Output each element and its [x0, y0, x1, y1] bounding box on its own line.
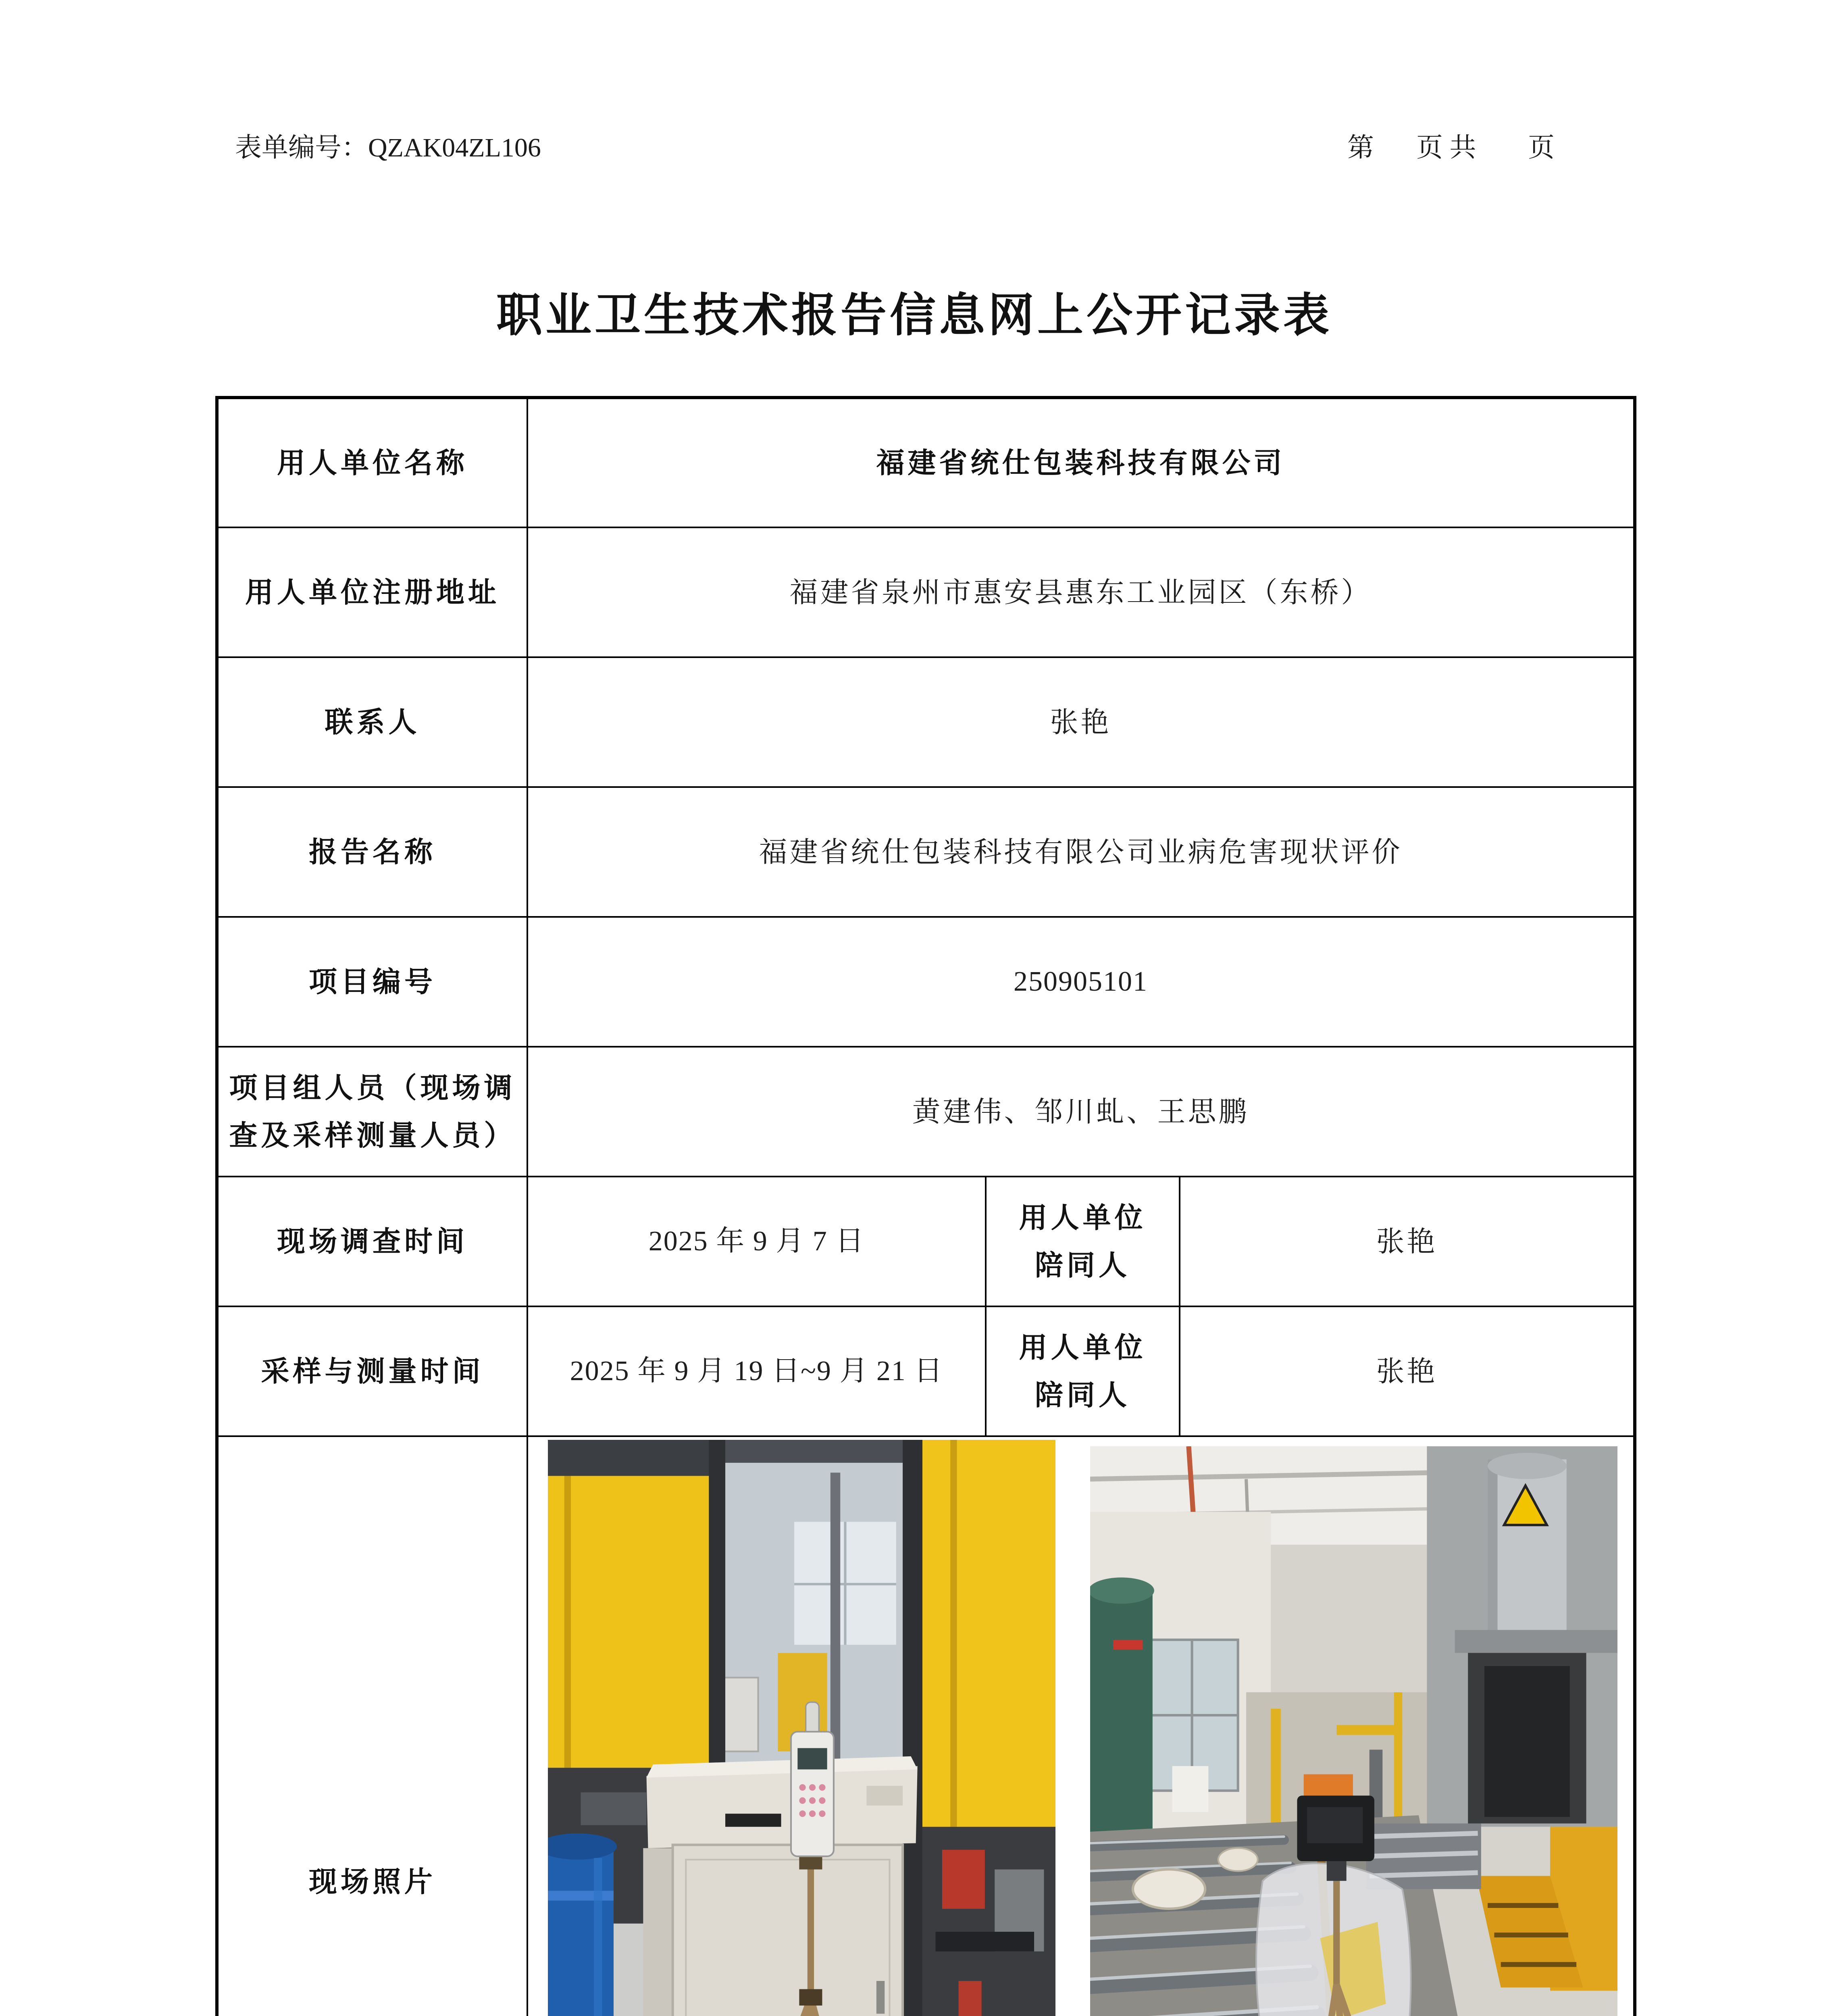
report-name-label: 报告名称 — [217, 787, 527, 917]
row-report-name — [217, 787, 1635, 917]
project-team-label — [217, 1047, 527, 1177]
employer-address-label: 用人单位注册地址 — [217, 527, 527, 657]
survey-time-label: 现场调查时间 — [217, 1177, 527, 1306]
row-employer-address — [217, 527, 1635, 657]
employer-name-label: 用人单位名称 — [217, 398, 527, 527]
page-label-middle: 页 共 — [1416, 133, 1476, 162]
page-label-prefix: 第 — [1347, 133, 1374, 162]
site-photos-container — [528, 1437, 1633, 2016]
survey-escort-label-line-1: 用人单位 — [1019, 1201, 1147, 1234]
survey-time-value: 2025 年 9 月 7 日 — [527, 1177, 986, 1306]
project-team-label-line-1: 项目组人员（现场调 — [229, 1071, 516, 1104]
sampling-time-label: 采样与测量时间 — [217, 1306, 527, 1436]
page-title: 职业卫生技术报告信息网上公开记录表 — [496, 288, 1333, 342]
report-name-value: 福建省统仕包装科技有限公司业病危害现状评价 — [527, 787, 1635, 917]
project-team-value: 黄建伟、邹川虬、王思鹏 — [527, 1047, 1635, 1177]
contact-value: 张艳 — [527, 657, 1635, 787]
row-employer-name — [217, 398, 1635, 527]
site-photo-1 — [548, 1440, 1055, 2016]
project-team-label-line-2: 查及采样测量人员） — [229, 1119, 516, 1152]
row-survey-time — [217, 1177, 1635, 1306]
survey-escort-label — [986, 1177, 1180, 1306]
row-contact — [217, 657, 1635, 787]
survey-escort-value: 张艳 — [1180, 1177, 1635, 1306]
row-site-photos — [217, 1436, 1635, 2016]
project-number-label: 项目编号 — [217, 917, 527, 1047]
survey-escort-label-line-2: 陪同人 — [1035, 1249, 1130, 1282]
sampling-escort-label — [986, 1306, 1180, 1436]
employer-name-value: 福建省统仕包装科技有限公司 — [527, 398, 1635, 527]
employer-address-value: 福建省泉州市惠安县惠东工业园区（东桥） — [527, 527, 1635, 657]
photo1-right-yellow-panel — [903, 1440, 1055, 2016]
project-number-value: 250905101 — [527, 917, 1635, 1047]
row-sampling-time — [217, 1306, 1635, 1436]
contact-label: 联系人 — [217, 657, 527, 787]
site-photo-2 — [1090, 1446, 1617, 2016]
sampling-escort-value: 张艳 — [1180, 1306, 1635, 1436]
photo2-tape-roll — [1133, 1869, 1205, 1909]
form-number: 表单编号：QZAK04ZL106 — [235, 133, 541, 162]
site-photos-cell — [527, 1436, 1635, 2016]
sampling-escort-label-line-1: 用人单位 — [1019, 1331, 1147, 1364]
record-table — [215, 396, 1636, 2016]
photo1-cabinet — [643, 1756, 917, 2016]
row-project-number — [217, 917, 1635, 1047]
sampling-time-value: 2025 年 9 月 19 日~9 月 21 日 — [527, 1306, 986, 1436]
photo1-blue-barrel — [548, 1833, 617, 2016]
sampling-escort-label-line-2: 陪同人 — [1035, 1379, 1130, 1412]
site-photos-label: 现场照片 — [217, 1436, 527, 2016]
row-project-team — [217, 1047, 1635, 1177]
page-label-suffix: 页 — [1528, 133, 1555, 162]
